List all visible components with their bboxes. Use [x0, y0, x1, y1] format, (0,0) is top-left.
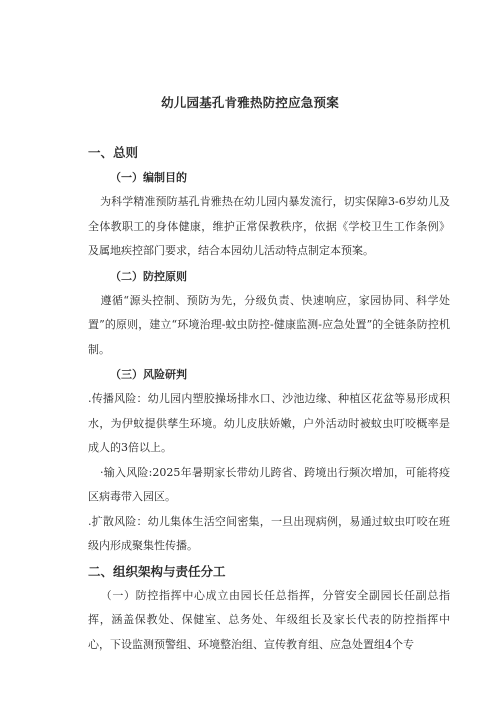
subsection-heading: （二）防控原则	[110, 269, 187, 283]
paragraph: ·输入风险:2025年暑期家长带幼儿跨省、跨境出行频次增加，可能将疫区病毒带入园区。	[88, 465, 450, 503]
subsection-heading: （三）风险研判	[110, 368, 187, 381]
section-heading: 一、总则	[88, 145, 139, 160]
document-body	[88, 140, 450, 657]
paragraph: .扩散风险：幼儿集体生活空间密集，一旦出现病例，易通过蚊虫叮咬在班级内形成聚集性传播。	[88, 514, 450, 552]
section-organization	[88, 559, 450, 658]
section-general	[88, 140, 450, 559]
paragraph: 遵循“源头控制、预防为先，分级负责、快速响应，家园协同、科学处置”的原则，建立“环境治理-蚊虫防控-健康监测-应急处置”的全链条防控机制。	[88, 293, 450, 356]
section-heading: 二、组织架构与责任分工	[88, 563, 226, 579]
document-title: 幼儿园基孔肯雅热防控应急预案	[161, 95, 339, 110]
paragraph: 为科学精准预防基孔肯雅热在幼儿园内暴发流行，切实保障3-6岁幼儿及全体教职工的身体健康，维护正常保教秩序，依据《学校卫生工作条例》及属地疾控部门要求，结合本园幼儿活动特点制定本预案。	[88, 195, 450, 257]
subsection-heading: （一）编制目的	[110, 171, 187, 184]
paragraph: （一）防控指挥中心成立由园长任总指挥，分管安全副园长任副总指挥，涵盖保教处、保健室、总务处、年级组长及家长代表的防控指挥中心，下设监测预警组、环境整治组、宣传教育组、应急处置组4个专	[88, 588, 450, 651]
paragraph: .传播风险：幼儿园内塑胶操场排水口、沙池边缘、种植区花盆等易形成积水，为伊蚊提供孳生环境。幼儿皮肤娇嫩，户外活动时被蚊虫叮咬概率是成人的3倍以上。	[88, 392, 450, 454]
